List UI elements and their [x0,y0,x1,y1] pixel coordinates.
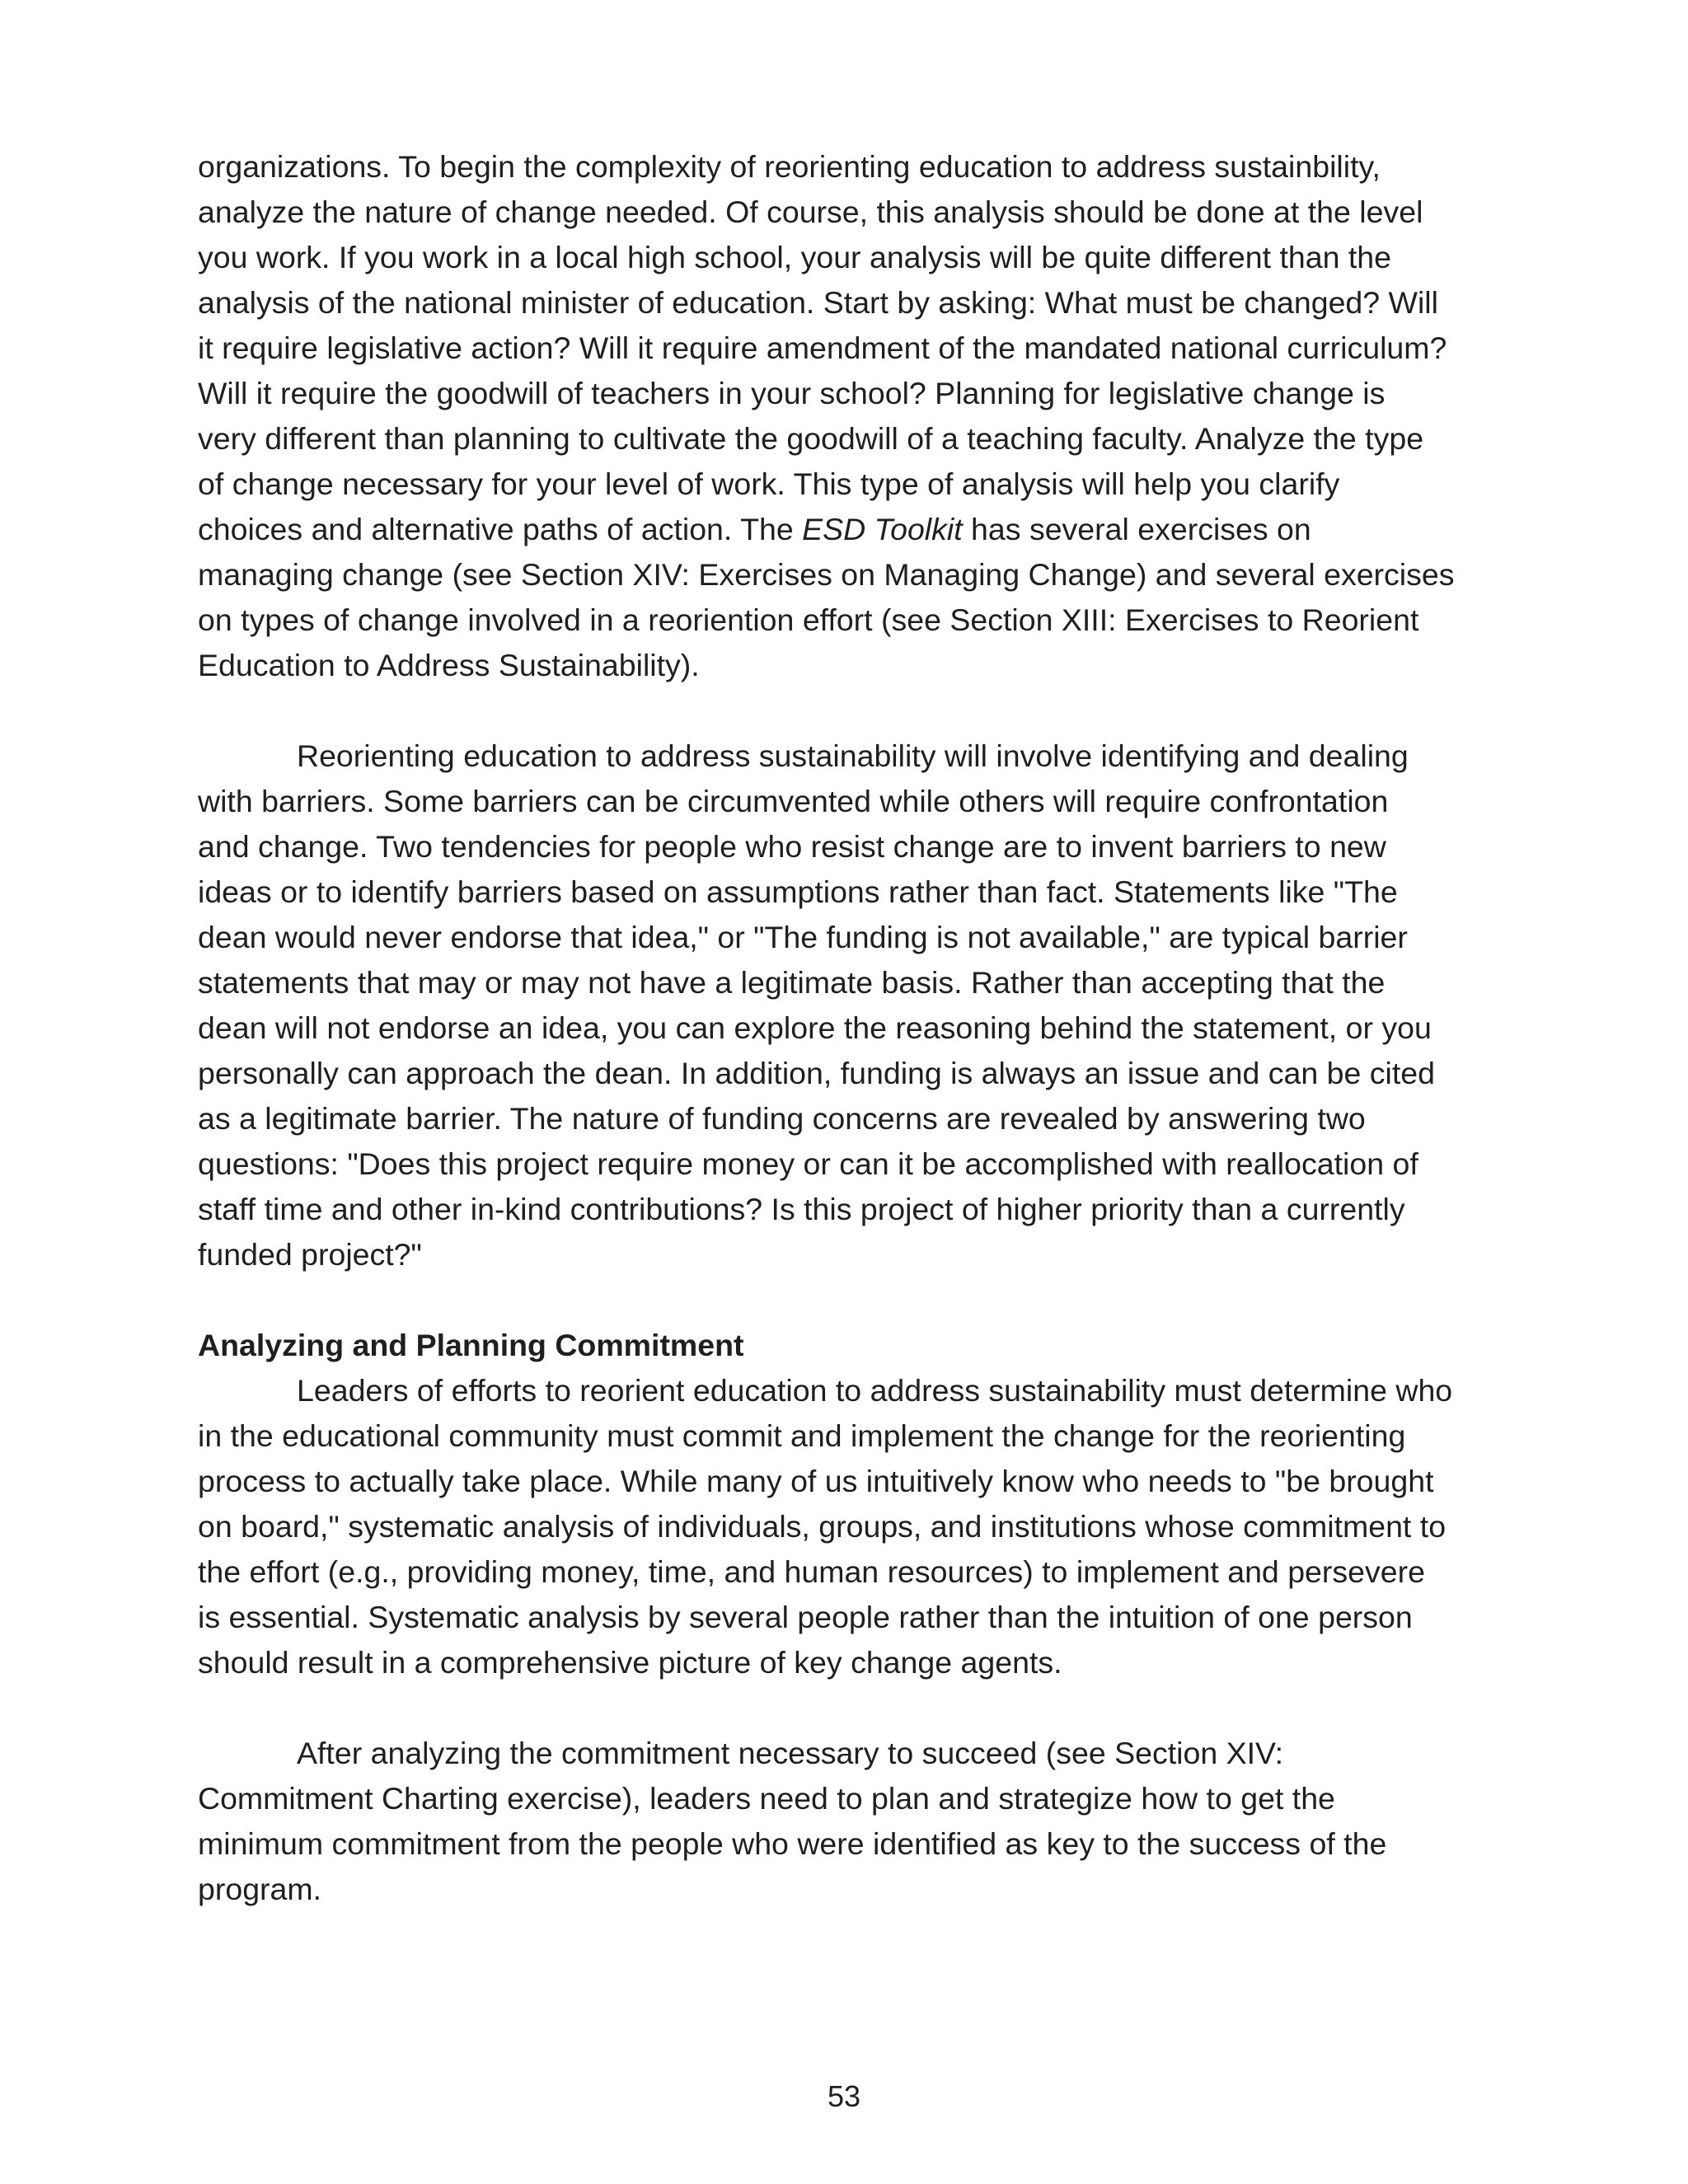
text-line: should result in a comprehensive picture of key change agents. [198,1645,1062,1680]
text-line: analysis of the national minister of education. Start by asking: What must be changed? Will [198,285,1438,320]
text-line: with barriers. Some barriers can be circumvented while others will require confrontation [198,784,1389,818]
document-page [198,144,1517,1912]
section-heading: Analyzing and Planning Commitment [198,1328,744,1362]
paragraph-gap [198,688,1517,733]
text-line [198,507,1517,552]
text-line: in the educational community must commit and implement the change for the reorienting [198,1418,1406,1453]
text-line: Leaders of efforts to reorient education to address sustainability must determine who [297,1373,1453,1408]
text-line: is essential. Systematic analysis by several people rather than the intuition of one person [198,1600,1413,1634]
text-line: ideas or to identify barriers based on assumptions rather than fact. Statements like "The [198,874,1398,909]
paragraph-4 [198,1731,1517,1912]
text-line: minimum commitment from the people who were identified as key to the success of the [198,1826,1387,1861]
text-line: statements that may or may not have a legitimate basis. Rather than accepting that the [198,965,1386,1000]
text-line: dean will not endorse an idea, you can explore the reasoning behind the statement, or you [198,1010,1432,1045]
text-line: managing change (see Section XIV: Exercises on Managing Change) and several exercises [198,557,1455,592]
paragraph-gap [198,1685,1517,1731]
text-line: and change. Two tendencies for people who resist change are to invent barriers to new [198,829,1386,864]
text-line: very different than planning to cultivate the goodwill of a teaching faculty. Analyze the type [198,421,1424,456]
paragraph-3 [198,1368,1517,1685]
text-line: dean would never endorse that idea," or "The funding is not available," are typical barrier [198,920,1408,954]
page-number: 53 [827,2079,861,2113]
text-line: Education to Address Sustainability). [198,648,700,682]
text-line: Reorienting education to address sustainability will involve identifying and dealing [297,738,1409,773]
text-line: program. [198,1872,322,1906]
paragraph-1 [198,144,1517,688]
text-line: process to actually take place. While many of us intuitively know who needs to "be brought [198,1464,1434,1498]
text-segment: choices and alternative paths of action. The [198,512,803,546]
text-line: Will it require the goodwill of teachers in your school? Planning for legislative change is [198,376,1386,410]
text-line: on types of change involved in a reoriention effort (see Section XIII: Exercises to Reorient [198,602,1419,637]
text-line: organizations. To begin the complexity of reorienting education to address sustainbility, [198,149,1381,184]
text-line: After analyzing the commitment necessary to succeed (see Section XIV: [297,1736,1284,1770]
text-line: it require legislative action? Will it require amendment of the mandated national curriculum? [198,330,1447,365]
text-line: as a legitimate barrier. The nature of funding concerns are revealed by answering two [198,1101,1366,1136]
text-line: the effort (e.g., providing money, time, and human resources) to implement and persevere [198,1554,1425,1589]
paragraph-2 [198,733,1517,1277]
text-line: staff time and other in-kind contributions? Is this project of higher priority than a currently [198,1192,1405,1226]
paragraph-gap [198,1277,1517,1323]
text-line: analyze the nature of change needed. Of course, this analysis should be done at the level [198,194,1423,229]
text-segment: has several exercises on [962,512,1311,546]
text-line: questions: "Does this project require money or can it be accomplished with reallocation of [198,1146,1418,1181]
text-line: you work. If you work in a local high school, your analysis will be quite different than the [198,240,1391,274]
text-line: on board," systematic analysis of individuals, groups, and institutions whose commitment to [198,1509,1447,1544]
toolkit-title: ESD Toolkit [802,512,963,546]
text-line: funded project?" [198,1237,422,1272]
text-line: of change necessary for your level of work. This type of analysis will help you clarify [198,466,1340,501]
text-line: personally can approach the dean. In addition, funding is always an issue and can be cited [198,1056,1436,1090]
text-line: Commitment Charting exercise), leaders need to plan and strategize how to get the [198,1781,1335,1816]
